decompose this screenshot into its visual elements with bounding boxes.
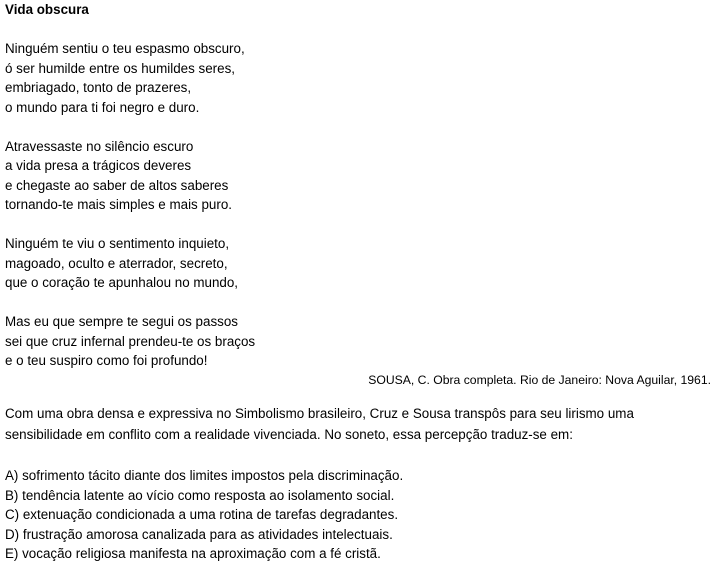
document-page — [5, 0, 711, 564]
poem-line: o mundo para ti foi negro e duro. — [5, 99, 200, 115]
stanza-1 — [5, 39, 711, 117]
answer-option-a[interactable]: A) sofrimento tácito diante dos limites impostos pela discriminação. — [5, 468, 404, 483]
poem-line: embriagado, tonto de prazeres, — [5, 80, 192, 95]
question-prompt: Com uma obra densa e expressiva no Simbolismo brasileiro, Cruz e Sousa transpôs para seu lirismo uma sensibilidade em conflito com a realidade vivenciada. No soneto, essa percepção traduz-se em: — [5, 406, 634, 442]
answer-options — [5, 466, 711, 564]
poem-line: a vida presa a trágicos deveres — [5, 158, 192, 173]
poem-line: ó ser humilde entre os humildes seres, — [5, 60, 235, 76]
poem-line: Ninguém sentiu o teu espasmo obscuro, — [5, 41, 245, 56]
poem-line: Atravessaste no silêncio escuro — [5, 138, 194, 154]
poem-line: e o teu suspiro como foi profundo! — [5, 353, 208, 368]
poem-citation: SOUSA, C. Obra completa. Rio de Janeiro: Nova Aguilar, 1961. — [368, 372, 711, 387]
stanza-4 — [5, 312, 711, 371]
stanza-3 — [5, 234, 711, 293]
poem-line: que o coração te apunhalou no mundo, — [5, 275, 239, 290]
poem-line: Mas eu que sempre te segui os passos — [5, 314, 238, 329]
poem-line: magoado, oculto e aterrador, secreto, — [5, 255, 228, 271]
poem-line: sei que cruz infernal prendeu-te os braços — [5, 333, 256, 349]
answer-option-e[interactable]: E) vocação religiosa manifesta na aproximação com a fé cristã. — [5, 546, 381, 561]
answer-option-c[interactable]: C) extenuação condicionada a uma rotina de tarefas degradantes. — [5, 507, 399, 522]
answer-option-d[interactable]: D) frustração amorosa canalizada para as atividades intelectuais. — [5, 526, 393, 542]
stanza-2 — [5, 137, 711, 215]
poem-line: tornando-te mais simples e mais puro. — [5, 197, 232, 212]
answer-option-b[interactable]: B) tendência latente ao vício como resposta ao isolamento social. — [5, 487, 395, 503]
poem-line: e chegaste ao saber de altos saberes — [5, 177, 229, 193]
poem-title: Vida obscura — [5, 2, 89, 17]
poem-line: Ninguém te viu o sentimento inquieto, — [5, 236, 230, 251]
